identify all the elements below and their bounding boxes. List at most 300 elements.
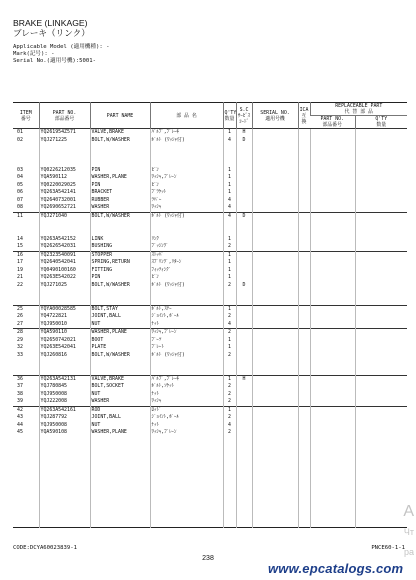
quantity-cell: 1 [223,167,236,175]
japanese-name-cell [150,467,223,475]
replaceable-qty-cell [355,460,407,468]
item-number-cell: 36 [13,375,39,383]
quantity-cell: 4 [223,321,236,329]
item-number-cell: 19 [17,266,23,273]
part-number-cell [39,289,90,297]
part-number-cell: YQ263A542141 [39,189,90,197]
replaceable-qty-cell [355,297,407,305]
japanese-name-cell: ﾌﾟﾚｰﾄ [150,344,223,352]
item-number-cell: 42 [13,406,39,414]
item-number-cell: 08 [17,204,23,211]
part-number-cell [39,497,90,505]
table-row [13,352,407,360]
serial-cell [252,497,298,505]
part-number-cell: YQJ950008 [39,422,90,430]
service-code-cell: H [236,129,252,137]
service-code-cell [236,512,252,520]
part-number-cell: YQ0490100160 [39,267,90,275]
table-row [13,243,407,251]
replaceable-part-cell [310,251,355,259]
replaceable-part-cell [310,482,355,490]
table-row [13,467,407,475]
item-number-cell [13,297,39,305]
replaceable-qty-cell [355,213,407,221]
part-name-cell: BOOT [90,337,150,345]
item-number-cell: 16 [13,251,39,259]
mark-label: Mark(記号): - [13,51,55,57]
replaceable-qty-cell [355,321,407,329]
ica-cell [298,167,310,175]
part-number-cell [39,367,90,375]
part-name-cell [90,297,150,305]
service-code-cell [236,337,252,345]
replaceable-qty-cell [355,337,407,345]
service-code-cell: H [236,375,252,383]
quantity-cell: 2 [223,383,236,391]
serial-cell [252,437,298,445]
table-row [13,159,407,167]
ica-cell [298,367,310,375]
ica-cell [298,398,310,406]
serial-cell [252,475,298,483]
quantity-cell: 4 [223,197,236,205]
part-name-cell [90,467,150,475]
ica-cell [298,406,310,414]
serial-range: Serial No.(適用号機):5001- [13,58,96,64]
table-row [13,189,407,197]
replaceable-part-cell [310,167,355,175]
part-name-cell: FITTING [90,267,150,275]
item-number-cell: 44 [17,421,23,428]
replaceable-qty-cell [355,137,407,145]
table-row [13,383,407,391]
part-number-cell [39,159,90,167]
service-code-cell: D [236,282,252,290]
service-code-cell [236,305,252,313]
service-code-cell [236,274,252,282]
item-number-cell [13,289,39,297]
quantity-cell: 2 [223,352,236,360]
service-code-cell [236,243,252,251]
col-service-code-header: S.C ｻｰﾋﾞｽ ｺｰﾄﾞ [236,103,252,129]
replaceable-part-cell [310,505,355,513]
japanese-name-cell: ﾎﾞﾙﾄ (ﾜｯｼｬ付) [150,352,223,360]
table-row [13,297,407,305]
serial-cell [252,129,298,137]
japanese-name-cell [150,520,223,528]
table-row [13,313,407,321]
replaceable-qty-cell [355,352,407,360]
japanese-name-cell [150,159,223,167]
item-number-cell [13,221,39,229]
ica-cell [298,267,310,275]
table-row [13,452,407,460]
overlay-text-fragment: ра [403,547,414,557]
table-row [13,228,407,236]
quantity-cell [223,520,236,528]
japanese-name-cell: ｽﾌﾟﾘﾝｸﾞ,ﾘﾀｰﾝ [150,259,223,267]
japanese-name-cell: ﾎﾞﾙﾄ (ﾜｯｼｬ付) [150,282,223,290]
service-code-cell [236,467,252,475]
japanese-name-cell: ﾜｯｼｬ [150,204,223,212]
replaceable-part-cell [310,259,355,267]
part-name-cell: JOINT,BALL [90,414,150,422]
ica-cell [298,274,310,282]
table-row [13,174,407,182]
replaceable-qty-cell [355,182,407,190]
japanese-name-cell: ﾜｯｼｬ,ﾌﾟﾚｰﾝ [150,174,223,182]
japanese-name-cell: ﾋﾟﾝ [150,182,223,190]
serial-cell [252,213,298,221]
col-japanese-name-header: 部 品 名 [150,103,223,129]
replaceable-qty-cell [355,437,407,445]
col-part-no-header: PART NO. 部品番号 [39,103,90,129]
quantity-cell [223,452,236,460]
replaceable-qty-cell [355,197,407,205]
part-name-cell: WASHER [90,204,150,212]
page-title-japanese: ブレーキ（リンク） [13,28,90,38]
replaceable-qty-cell [355,251,407,259]
replaceable-qty-cell [355,267,407,275]
service-code-cell [236,144,252,152]
item-number-cell [13,490,39,498]
part-name-cell: WASHER,PLANE [90,429,150,437]
quantity-cell: 1 [223,259,236,267]
ica-cell [298,189,310,197]
japanese-name-cell: ﾎﾞﾙﾄ (ﾜｯｼｬ付) [150,137,223,145]
quantity-cell [223,159,236,167]
replaceable-qty-cell [355,406,407,414]
item-number-cell: 29 [17,336,23,343]
part-number-cell [39,467,90,475]
serial-cell [252,267,298,275]
serial-cell [252,313,298,321]
replaceable-part-cell [310,313,355,321]
replaceable-part-cell [310,329,355,337]
part-name-cell: JOINT,BALL [90,313,150,321]
part-number-cell: YQJ271040 [39,213,90,221]
japanese-name-cell [150,297,223,305]
replaceable-qty-cell [355,490,407,498]
item-number-cell [13,505,39,513]
replaceable-part-cell [310,475,355,483]
japanese-name-cell: ﾌﾞﾗｹｯﾄ [150,189,223,197]
replaceable-qty-cell [355,359,407,367]
serial-cell [252,391,298,399]
japanese-name-cell [150,152,223,160]
table-row [13,406,407,414]
ica-cell [298,414,310,422]
table-row [13,182,407,190]
page-number: 238 [202,555,214,562]
quantity-cell: 1 [223,406,236,414]
overlay-text-fragment: Чт [403,527,414,537]
serial-cell [252,197,298,205]
serial-cell [252,251,298,259]
service-code-cell [236,352,252,360]
japanese-name-cell: ﾜｯｼｬ,ﾌﾟﾚｰﾝ [150,329,223,337]
part-name-cell: SPRING,RETURN [90,259,150,267]
part-number-cell: YQJ950010 [39,321,90,329]
quantity-cell [223,444,236,452]
item-number-cell: 14 [17,235,23,242]
replaceable-part-cell [310,467,355,475]
quantity-cell: 2 [223,243,236,251]
replaceable-qty-cell [355,167,407,175]
ica-cell [298,512,310,520]
part-name-cell [90,497,150,505]
japanese-name-cell: ﾅｯﾄ [150,391,223,399]
ica-cell [298,259,310,267]
quantity-cell [223,497,236,505]
serial-cell [252,159,298,167]
part-name-cell [90,159,150,167]
part-number-cell: YQ261954Z571 [39,129,90,137]
parts-table [13,102,407,528]
quantity-cell [223,460,236,468]
part-number-cell: YQ2640732001 [39,197,90,205]
replaceable-part-cell [310,274,355,282]
serial-cell [252,359,298,367]
part-name-cell [90,221,150,229]
table-row [13,460,407,468]
part-name-cell: PIN [90,182,150,190]
serial-cell [252,520,298,528]
replaceable-part-cell [310,289,355,297]
service-code-cell [236,520,252,528]
watermark-link[interactable]: www.epcatalogs.com [268,561,404,576]
quantity-cell: 2 [223,329,236,337]
table-row [13,337,407,345]
replaceable-part-cell [310,197,355,205]
serial-cell [252,189,298,197]
ica-cell [298,197,310,205]
replaceable-qty-cell [355,391,407,399]
part-name-cell [90,359,150,367]
japanese-name-cell: ｽﾄｯﾊﾟ [150,251,223,259]
part-name-cell [90,452,150,460]
part-name-cell [90,490,150,498]
replaceable-qty-cell [355,189,407,197]
item-number-cell [13,152,39,160]
replaceable-qty-cell [355,512,407,520]
replaceable-qty-cell [355,444,407,452]
replaceable-qty-cell [355,228,407,236]
part-number-cell: YQ263A542131 [39,375,90,383]
item-number-cell [13,444,39,452]
quantity-cell: 1 [223,251,236,259]
replaceable-qty-cell [355,367,407,375]
quantity-cell: 1 [223,337,236,345]
ica-cell [298,313,310,321]
part-name-cell: RUBBER [90,197,150,205]
part-number-cell: YQA590108 [39,429,90,437]
japanese-name-cell [150,359,223,367]
replaceable-qty-cell [355,305,407,313]
ica-cell [298,359,310,367]
serial-cell [252,367,298,375]
serial-cell [252,152,298,160]
table-row [13,197,407,205]
japanese-name-cell: ﾌﾞｯｼﾝｸﾞ [150,243,223,251]
japanese-name-cell: ﾊﾞﾙﾌﾞ,ﾌﾞﾚｰｷ [150,129,223,137]
japanese-name-cell: ﾅｯﾄ [150,321,223,329]
ica-cell [298,437,310,445]
ica-cell [298,460,310,468]
item-number-cell: 27 [17,320,23,327]
part-name-cell [90,505,150,513]
japanese-name-cell: ﾜｯｼｬ,ﾌﾟﾚｰﾝ [150,429,223,437]
quantity-cell: 2 [223,282,236,290]
replaceable-qty-cell [355,429,407,437]
part-name-cell [90,444,150,452]
replaceable-qty-cell [355,289,407,297]
service-code-cell [236,505,252,513]
japanese-name-cell [150,460,223,468]
item-number-cell [13,520,39,528]
serial-cell [252,375,298,383]
item-number-cell: 04 [17,174,23,181]
replaceable-part-cell [310,367,355,375]
part-number-cell: YQ2626542031 [39,243,90,251]
japanese-name-cell: ﾜｯｼｬ [150,398,223,406]
table-row [13,414,407,422]
service-code-cell [236,359,252,367]
japanese-name-cell [150,512,223,520]
item-number-cell [13,467,39,475]
serial-cell [252,429,298,437]
replaceable-qty-cell [355,152,407,160]
japanese-name-cell [150,497,223,505]
japanese-name-cell: ﾊﾞﾙﾌﾞ,ﾌﾞﾚｰｷ [150,375,223,383]
table-row [13,251,407,259]
item-number-cell [13,482,39,490]
ica-cell [298,236,310,244]
replaceable-qty-cell [355,375,407,383]
item-number-cell [13,228,39,236]
table-row [13,282,407,290]
service-code-cell [236,398,252,406]
ica-cell [298,467,310,475]
part-number-cell: YQJ950008 [39,391,90,399]
table-row [13,167,407,175]
replaceable-part-cell [310,282,355,290]
serial-cell [252,243,298,251]
ica-cell [298,444,310,452]
japanese-name-cell: ﾎﾞﾙﾄ,ｿｹｯﾄ [150,383,223,391]
part-number-cell [39,221,90,229]
service-code-cell [236,221,252,229]
japanese-name-cell: ﾋﾟﾝ [150,274,223,282]
ica-cell [298,352,310,360]
replaceable-part-cell [310,144,355,152]
table-row [13,497,407,505]
japanese-name-cell: ﾘﾝｸ [150,236,223,244]
quantity-cell: 2 [223,398,236,406]
part-name-cell: BOLT,W/WASHER [90,137,150,145]
replaceable-part-cell [310,414,355,422]
service-code-cell [236,313,252,321]
col-part-name-header: PART NAME [90,103,150,129]
quantity-cell [223,367,236,375]
quantity-cell: 4 [223,137,236,145]
part-name-cell: WASHER,PLANE [90,174,150,182]
replaceable-part-cell [310,337,355,345]
japanese-name-cell [150,475,223,483]
service-code-cell: D [236,137,252,145]
part-number-cell: YQJ271225 [39,137,90,145]
replaceable-part-cell [310,452,355,460]
ica-cell [298,490,310,498]
replaceable-part-cell [310,221,355,229]
part-name-cell: ROD [90,406,150,414]
service-code-cell [236,414,252,422]
replaceable-part-cell [310,422,355,430]
replaceable-part-cell [310,297,355,305]
ica-cell [298,289,310,297]
table-row [13,204,407,212]
ica-cell [298,482,310,490]
item-number-cell: 45 [17,429,23,436]
part-name-cell: BOLT,STAY [90,305,150,313]
ica-cell [298,305,310,313]
quantity-cell [223,437,236,445]
col-rep-qty-header: Q'TY 数量 [355,116,407,129]
part-name-cell: NUT [90,391,150,399]
item-number-cell [13,367,39,375]
serial-cell [252,329,298,337]
japanese-name-cell [150,221,223,229]
japanese-name-cell [150,437,223,445]
serial-cell [252,460,298,468]
service-code-cell [236,152,252,160]
serial-cell [252,490,298,498]
quantity-cell: 2 [223,391,236,399]
quantity-cell [223,221,236,229]
replaceable-qty-cell [355,282,407,290]
replaceable-part-cell [310,444,355,452]
service-code-cell [236,490,252,498]
serial-cell [252,221,298,229]
replaceable-qty-cell [355,144,407,152]
ica-cell [298,344,310,352]
part-number-cell: YQ0226212035 [39,167,90,175]
replaceable-part-cell [310,152,355,160]
table-row [13,391,407,399]
part-name-cell [90,460,150,468]
replaceable-qty-cell [355,505,407,513]
replaceable-part-cell [310,129,355,137]
part-number-cell: YQ2650742021 [39,337,90,345]
ica-cell [298,505,310,513]
table-row [13,482,407,490]
ica-cell [298,213,310,221]
replaceable-part-cell [310,460,355,468]
serial-cell [252,204,298,212]
part-name-cell: PIN [90,274,150,282]
replaceable-part-cell [310,437,355,445]
item-number-cell: 39 [17,398,23,405]
ica-cell [298,282,310,290]
replaceable-part-cell [310,429,355,437]
table-row [13,137,407,145]
replaceable-qty-cell [355,159,407,167]
part-name-cell [90,144,150,152]
replaceable-qty-cell [355,520,407,528]
quantity-cell: 1 [223,129,236,137]
serial-cell [252,505,298,513]
quantity-cell [223,482,236,490]
